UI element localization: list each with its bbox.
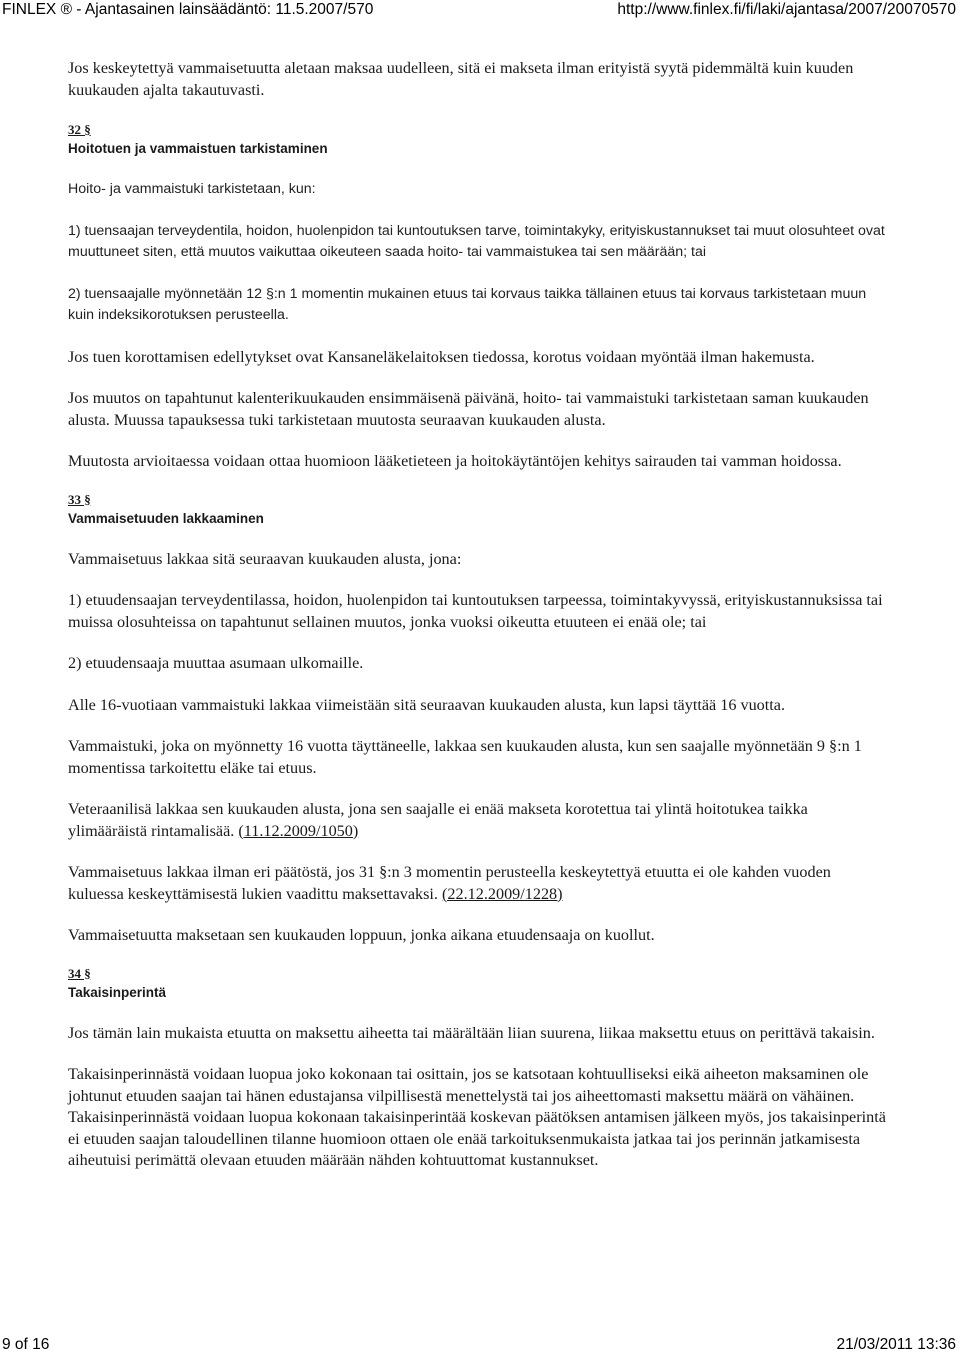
page-url: http://www.finlex.fi/fi/laki/ajantasa/2007/20070570 xyxy=(617,1,956,18)
section-32-paragraph-6: Muutosta arvioitaessa voidaan ottaa huomioon lääketieteen ja hoitokäytäntöjen kehitys sairauden tai vamman hoidossa. xyxy=(68,452,842,470)
section-33-paragraph-2: 1) etuudensaajan terveydentilassa, hoidon, huolenpidon tai kuntoutuksen tarpeessa, toimintakyvyssä, erityiskustannuksissa tai muissa olosuhteissa on tapahtunut sellainen muutos, jonka vuoksi oikeutta etuuteen ei enää ole; tai xyxy=(68,591,883,631)
section-32-title: Hoitotuen ja vammaistuen tarkistaminen xyxy=(68,141,328,156)
section-33-paragraph-4: Alle 16-vuotiaan vammaistuki lakkaa viimeistään sitä seuraavan kuukauden alusta, kun lapsi täyttää 16 vuotta. xyxy=(68,695,785,714)
section-33-paragraph-5: Vammaistuki, joka on myönnetty 16 vuotta täyttäneelle, lakkaa sen kuukauden alusta, kun sen saajalle myönnetään 9 §:n 1 momentissa tarkoitettu eläke tai etuus. xyxy=(68,737,862,777)
section-32-number[interactable]: 32 § xyxy=(68,122,91,137)
section-33-title: Vammaisetuuden lakkaaminen xyxy=(68,510,264,526)
section-33-heading xyxy=(68,491,888,529)
section-34-paragraph-2: Takaisinperinnästä voidaan luopua joko kokonaan tai osittain, jos se katsotaan kohtuulliseksi eikä aiheeton maksaminen ole johtunut etuuden saajan tai hänen edustajansa vilpillisestä menettelystä tai jos aiheettomasti maksettu määrä on vähäinen. Takaisinperinnästä voidaan luopua kokonaan takaisinperintää koskevan päätöksen antamisen jälkeen myös, jos takaisinperintä ei etuuden saajan taloudellinen tilanne huomioon ottaen ole enää tarkoituksenmukaista jatkaa tai jos perinnän jatkamisesta aiheutuisi perimättä olevaan etuuden määrään nähden kohtuuttomat kustannukset. xyxy=(68,1065,886,1169)
section-33-paragraph-7-text: Vammaisetuus lakkaa ilman eri päätöstä, jos 31 §:n 3 momentin perusteella keskeytettyä etuutta ei ole kahden vuoden kuluessa keskeyttämisestä lukien vaadittu maksettavaksi. xyxy=(68,863,831,903)
section-34-title: Takaisinperintä xyxy=(68,984,167,1000)
section-32-heading xyxy=(68,121,888,159)
intro-paragraph: Jos keskeytettyä vammaisetuutta aletaan maksaa uudelleen, sitä ei makseta ilman erityistä syytä pidemmältä kuin kuuden kuukauden ajalta takautuvasti. xyxy=(68,59,854,99)
section-33-paragraph-8: Vammaisetuutta maksetaan sen kuukauden loppuun, jonka aikana etuudensaaja on kuollut. xyxy=(68,926,655,944)
section-33-paragraph-6-text: Veteraanilisä lakkaa sen kuukauden alusta, jona sen saajalle ei enää makseta korotettua tai ylintä hoitotukea taikka ylimääräistä rintamalisää. xyxy=(68,800,808,840)
print-footer xyxy=(2,1337,956,1357)
section-34-heading xyxy=(68,965,888,1003)
section-33-paragraph-1: Vammaisetuus lakkaa sitä seuraavan kuukauden alusta, jona: xyxy=(68,549,462,568)
page-title: FINLEX ® - Ajantasainen lainsäädäntö: 11.5.2007/570 xyxy=(2,1,374,18)
section-33-paragraph-3: 2) etuudensaaja muuttaa asumaan ulkomaille. xyxy=(68,654,364,672)
section-32-paragraph-4: Jos tuen korottamisen edellytykset ovat Kansaneläkelaitoksen tiedossa, korotus voidaan myöntää ilman hakemusta. xyxy=(68,347,815,366)
print-header xyxy=(2,0,956,20)
section-32-paragraph-2: 1) tuensaajan terveydentila, hoidon, huolenpidon tai kuntoutuksen tarve, toimintakyky, erityiskustannukset tai muut olosuhteet ovat muuttuneet siten, että muutos vaikuttaa oikeuteen saada hoito- tai vammaistukea tai sen määrään; tai xyxy=(68,222,885,260)
section-33-paragraph-7 xyxy=(68,862,888,905)
section-32-paragraph-5: Jos muutos on tapahtunut kalenterikuukauden ensimmäisenä päivänä, hoito- tai vammaistuki tarkistetaan saman kuukauden alusta. Muussa tapauksessa tuki tarkistetaan muutosta seuraavan kuukauden alusta. xyxy=(68,389,869,429)
section-34-number[interactable]: 34 § xyxy=(68,965,91,981)
amendment-link-2009-1050[interactable]: (11.12.2009/1050) xyxy=(238,821,359,840)
section-33-number[interactable]: 33 § xyxy=(68,491,91,507)
section-34-paragraph-1: Jos tämän lain mukaista etuutta on maksettu aiheetta tai määrältään liian suurena, liikaa maksettu etuus on perittävä takaisin. xyxy=(68,1023,875,1042)
section-32-paragraph-3: 2) tuensaajalle myönnetään 12 §:n 1 momentin mukainen etuus tai korvaus taikka tällainen etuus tai korvaus tarkistetaan muun kuin indeksikorotuksen perusteella. xyxy=(68,285,867,323)
document-body xyxy=(68,58,888,1192)
amendment-link-2009-1228[interactable]: (22.12.2009/1228) xyxy=(442,884,563,903)
section-33-paragraph-6 xyxy=(68,799,888,842)
section-32-paragraph-1: Hoito- ja vammaistuki tarkistetaan, kun: xyxy=(68,181,316,197)
page-number: 9 of 16 xyxy=(2,1336,50,1353)
print-timestamp: 21/03/2011 13:36 xyxy=(836,1336,956,1353)
